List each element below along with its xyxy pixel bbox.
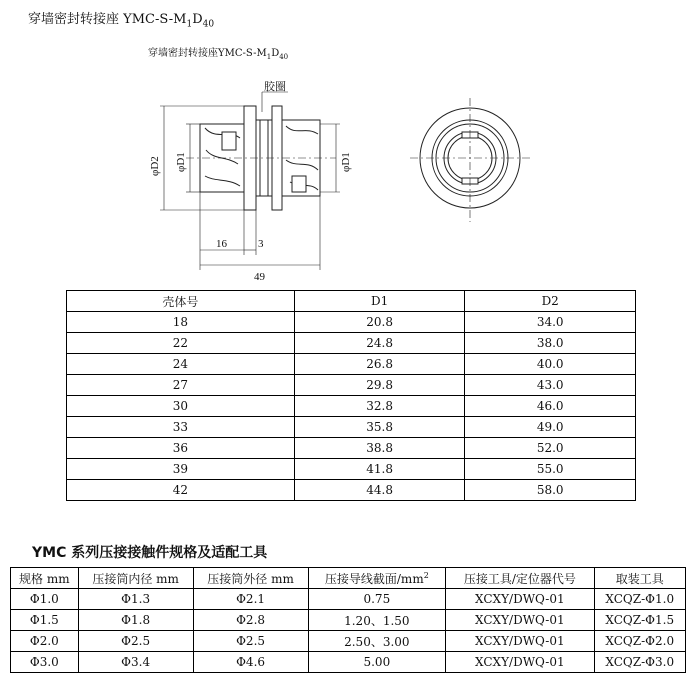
- drawing-caption: 穿墙密封转接座YMC-$S-M_1D_{40}$: [148, 48, 289, 61]
- tools-header-row: [11, 568, 686, 589]
- table-row: 18 20.8 34.0: [67, 312, 636, 333]
- tools-header-wire-section: 压接导线截面$/mm^2$: [308, 568, 446, 589]
- tools-header-crimp-tool: 压接工具/定位器代号: [446, 568, 594, 589]
- table-row: Φ1.5 Φ1.8 Φ2.8 1.20、1.50 XCXY/DWQ-01 XCQZ-Φ1.5: [11, 610, 686, 631]
- tools-header-removal-tool: 取装工具: [594, 568, 685, 589]
- tools-header-inner-dia: 压接筒内径 mm: [78, 568, 193, 589]
- table-row: Φ3.0 Φ3.4 Φ4.6 5.00 XCXY/DWQ-01 XCQZ-Φ3.0: [11, 652, 686, 673]
- table-row: Φ2.0 Φ2.5 Φ2.5 2.50、3.00 XCXY/DWQ-01 XCQZ-Φ2.0: [11, 631, 686, 652]
- spec-header-shell: 壳体号: [67, 291, 295, 312]
- spec-header-d1: D1: [294, 291, 465, 312]
- table-row: 33 35.8 49.0: [67, 417, 636, 438]
- spec-header-d2: D2: [465, 291, 636, 312]
- technical-drawing: [0, 0, 700, 290]
- table-row: 36 38.8 52.0: [67, 438, 636, 459]
- tools-section-title: YMC 系列压接接触件规格及适配工具: [32, 545, 268, 561]
- phi-d2-label: φD2: [149, 156, 161, 176]
- dim-16: 16: [216, 238, 227, 250]
- dim-49: 49: [254, 271, 265, 283]
- table-row: 30 32.8 46.0: [67, 396, 636, 417]
- table-row: 24 26.8 40.0: [67, 354, 636, 375]
- phi-d1-left-label: φD1: [175, 152, 187, 172]
- table-row: 22 24.8 38.0: [67, 333, 636, 354]
- table-row: Φ1.0 Φ1.3 Φ2.1 0.75 XCXY/DWQ-01 XCQZ-Φ1.0: [11, 589, 686, 610]
- table-row: 42 44.8 58.0: [67, 480, 636, 501]
- dim-3: 3: [258, 238, 264, 250]
- tools-header-outer-dia: 压接筒外径 mm: [193, 568, 308, 589]
- tools-table: [10, 567, 686, 673]
- tools-header-spec: 规格 mm: [11, 568, 79, 589]
- table-row: 39 41.8 55.0: [67, 459, 636, 480]
- spec-table: [66, 290, 636, 501]
- gasket-label: 胶圈: [264, 81, 286, 93]
- phi-d1-right-label: φD1: [340, 152, 352, 172]
- document-title: 穿墙密封转接座 YMC-$S-M_1D_{40}$: [28, 12, 215, 30]
- spec-header-row: [67, 291, 636, 312]
- table-row: 27 29.8 43.0: [67, 375, 636, 396]
